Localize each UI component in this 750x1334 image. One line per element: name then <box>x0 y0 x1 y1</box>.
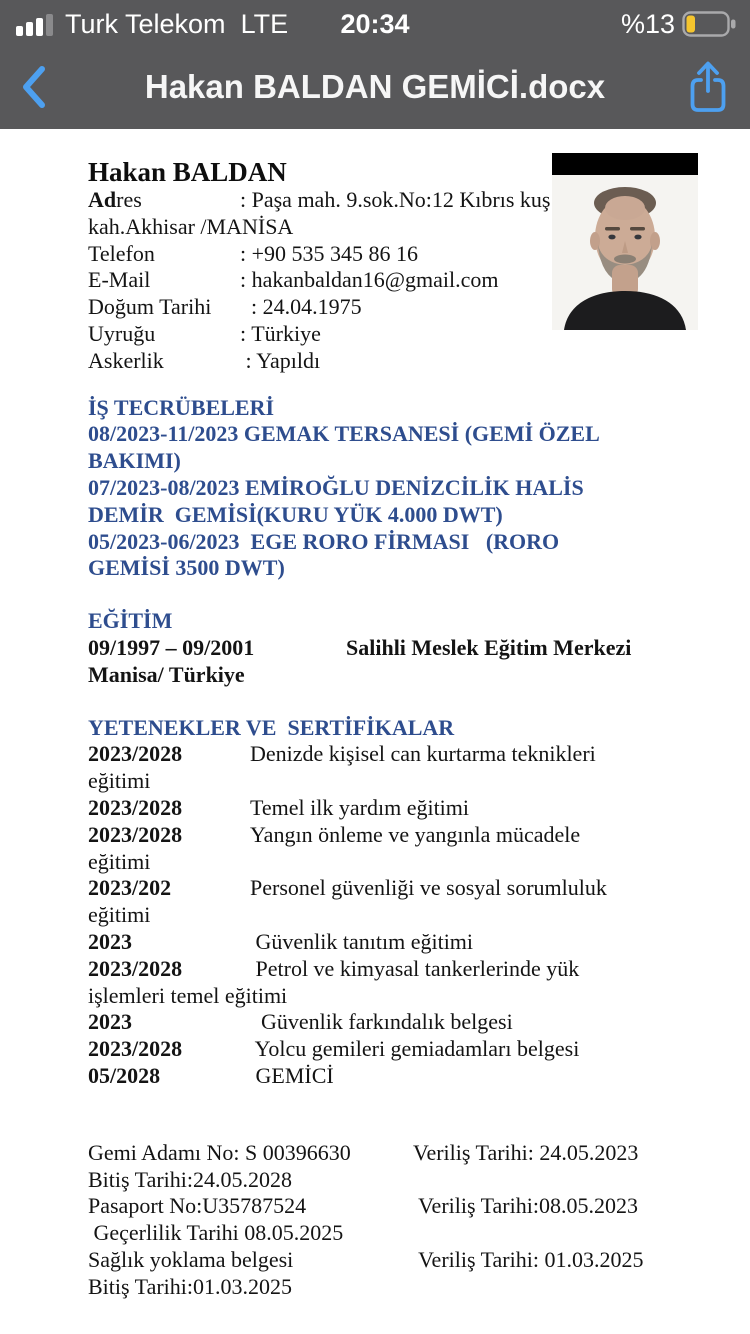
certificate-row <box>88 1063 710 1090</box>
id-right: Veriliş Tarihi:08.05.2023 <box>413 1193 638 1219</box>
certificate-row <box>88 822 710 849</box>
cert-text: Petrol ve kimyasal tankerlerinde yük <box>250 955 580 981</box>
certificate-wrap: işlemleri temel eğitimi <box>88 982 288 1008</box>
certificate-row <box>88 1009 710 1036</box>
contact-label: Adres <box>88 187 142 212</box>
top-chrome <box>0 0 750 129</box>
experience-line: 08/2023-11/2023 GEMAK TERSANESİ (GEMİ ÖZEL <box>88 421 600 447</box>
experience-line: GEMİSİ 3500 DWT) <box>88 555 285 581</box>
cert-text: Güvenlik tanıtım eğitimi <box>250 928 474 954</box>
certificate-row <box>88 795 710 822</box>
contact-value: : Türkiye <box>240 320 321 346</box>
share-icon <box>685 57 731 117</box>
document-title: Hakan BALDAN GEMİCİ.docx <box>144 68 606 105</box>
certificate-row <box>88 1036 710 1063</box>
certificate-row <box>88 875 710 902</box>
nav-bar <box>0 46 750 129</box>
contact-label: Telefon <box>88 240 155 266</box>
education-date: 09/1997 – 09/2001 <box>88 634 255 660</box>
chevron-left-icon <box>18 64 50 110</box>
person-name: Hakan BALDAN <box>88 157 287 187</box>
battery-icon <box>682 11 738 37</box>
cert-date: 2023/2028 <box>88 741 183 767</box>
cert-text: Yolcu gemileri gemiadamları belgesi <box>250 1036 580 1062</box>
experience-line: DEMİR GEMİSİ(KURU YÜK 4.000 DWT) <box>88 501 503 527</box>
experience-line: BAKIMI) <box>88 448 181 474</box>
id-right: Veriliş Tarihi: 24.05.2023 <box>413 1139 639 1165</box>
battery-percent: %13 <box>620 9 675 39</box>
status-bar <box>0 0 750 46</box>
cert-text: Personel güvenliği ve sosyal sorumluluk <box>250 875 607 901</box>
section-experience <box>88 395 710 583</box>
id-left: Gemi Adamı No: S 00396630 <box>88 1139 351 1165</box>
contact-value: : Yapıldı <box>240 347 321 373</box>
section-education <box>88 608 710 688</box>
status-right <box>621 9 738 39</box>
certificate-row <box>88 741 710 768</box>
id-right: Veriliş Tarihi: 01.03.2025 <box>413 1246 644 1272</box>
share-button[interactable] <box>682 55 734 119</box>
contact-value: : hakanbaldan16@gmail.com <box>240 267 499 293</box>
id-left: Bitiş Tarihi:24.05.2028 <box>88 1166 293 1192</box>
experience-line: 07/2023-08/2023 EMİROĞLU DENİZCİLİK HALİS <box>88 474 584 500</box>
section-certificates <box>88 715 710 1090</box>
contact-value: : Paşa mah. 9.sok.No:12 Kıbrıs kuş <box>240 187 551 212</box>
contact-value: : +90 535 345 86 16 <box>240 240 419 266</box>
certificate-wrap: eğitimi <box>88 848 151 874</box>
id-left: Pasaport No:U35787524 <box>88 1193 307 1219</box>
back-button[interactable] <box>12 59 56 115</box>
portrait-photo <box>552 153 698 330</box>
clock: 20:34 <box>340 9 410 39</box>
id-left: Geçerlilik Tarihi 08.05.2025 <box>88 1220 344 1246</box>
education-location: Manisa/ Türkiye <box>88 661 245 687</box>
certificate-wrap: eğitimi <box>88 768 151 794</box>
cert-text: Yangın önleme ve yangınla mücadele <box>250 821 581 847</box>
education-row <box>88 635 710 662</box>
id-row <box>88 1247 710 1274</box>
certificate-row <box>88 956 710 983</box>
contact-label: Doğum Tarihi <box>88 294 212 320</box>
cert-date: 05/2028 <box>88 1062 161 1088</box>
contact-label: Uyruğu <box>88 320 156 346</box>
experience-line: 05/2023-06/2023 EGE RORO FİRMASI (RORO <box>88 528 560 554</box>
carrier-label: Turk Telekom <box>65 9 226 39</box>
certificate-wrap: eğitimi <box>88 902 151 928</box>
cert-text: Temel ilk yardım eğitimi <box>250 794 470 820</box>
certificate-row <box>88 929 710 956</box>
cert-text: GEMİCİ <box>250 1062 334 1088</box>
contact-label: E-Mail <box>88 267 151 293</box>
contact-label: Askerlik <box>88 347 164 373</box>
id-row <box>88 1220 710 1247</box>
cert-date: 2023/2028 <box>88 821 183 847</box>
id-row <box>88 1140 710 1167</box>
cert-text: Denizde kişisel can kurtarma teknikleri <box>250 741 596 767</box>
contact-row-askerlik <box>88 348 710 375</box>
section-title-experience: İŞ TECRÜBELERİ <box>88 394 275 420</box>
id-left: Sağlık yoklama belgesi <box>88 1246 294 1272</box>
contact-value: : 24.04.1975 <box>240 294 362 320</box>
id-left: Bitiş Tarihi:01.03.2025 <box>88 1273 293 1299</box>
id-row <box>88 1167 710 1194</box>
contact-row-adres-wrap: kah.Akhisar /MANİSA <box>88 213 294 239</box>
cert-date: 2023 <box>88 1009 132 1035</box>
cert-date: 2023/2028 <box>88 955 183 981</box>
section-id-numbers <box>88 1140 710 1301</box>
id-row <box>88 1274 710 1301</box>
cert-date: 2023/2028 <box>88 794 183 820</box>
cert-date: 2023/2028 <box>88 1036 183 1062</box>
section-title-education: EĞİTİM <box>88 608 173 634</box>
cert-date: 2023/202 <box>88 875 172 901</box>
network-label: LTE <box>240 9 289 39</box>
id-photo <box>552 153 698 330</box>
section-title-certificates: YETENEKLER VE SERTİFİKALAR <box>88 714 455 740</box>
cert-date: 2023 <box>88 928 132 954</box>
education-school: Salihli Meslek Eğitim Merkezi <box>346 634 632 660</box>
id-row <box>88 1193 710 1220</box>
cert-text: Güvenlik farkındalık belgesi <box>250 1009 513 1035</box>
